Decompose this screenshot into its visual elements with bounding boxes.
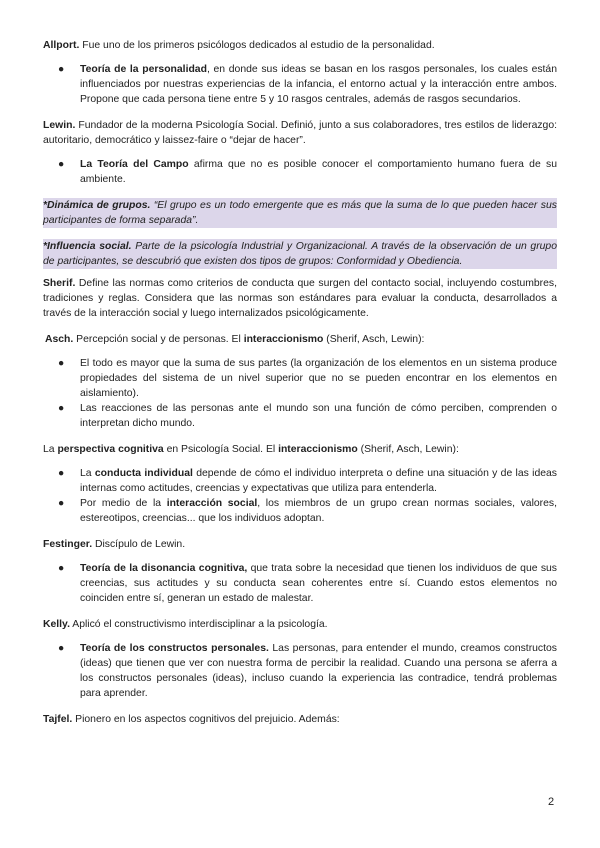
cognitive-text-b: en Psicología Social. El xyxy=(163,444,279,455)
lewin-bullet-bold: La Teoría del Campo xyxy=(80,159,189,170)
asch-text-a: Percepción social y de personas. El xyxy=(73,334,244,345)
kelly-bullet-bold: Teoría de los constructos personales. xyxy=(80,643,269,654)
lewin-name: Lewin. xyxy=(43,120,76,131)
kelly-bullet-text: Las personas, para entender el mundo, creamos constructos (ideas) que tienen que ver con nuestra forma de percibir la realidad. Cuando una persona se aferra a los constructos personales (ideas), incluso cuando la experiencia las contradice, tendrá problemas para aprender. xyxy=(80,643,557,699)
tajfel-text: Pionero en los aspectos cognitivos del prejuicio. Además: xyxy=(72,714,340,725)
bullet-icon: ● xyxy=(58,403,65,414)
cognitive-bullet-1 xyxy=(43,466,557,496)
festinger-paragraph xyxy=(43,537,557,552)
bullet-icon: ● xyxy=(58,64,65,75)
bullet-icon: ● xyxy=(58,159,65,170)
allport-bullet-text: , en donde sus ideas se basan en los rasgos personales, los cuales están influenciados por nuestras experiencias de la infancia, el entorno actual y la interacción entre ambos. Propone que cada persona tiene entre 5 y 10 rasgos centrales, además de rasgos secundarios. xyxy=(80,64,557,105)
asch-name: Asch. xyxy=(45,334,74,345)
tajfel-paragraph xyxy=(43,712,557,727)
asch-bullet-2-text: Las reacciones de las personas ante el mundo son una función de cómo perciben, comprenden o interpretan dicho mundo. xyxy=(80,403,557,429)
group-dynamics-title: *Dinámica de grupos. xyxy=(43,200,151,211)
lewin-text: Fundador de la moderna Psicología Social. Definió, junto a sus colaboradores, tres estilos de liderazgo: autoritario, democrático y laissez-faire o “dejar de hacer”. xyxy=(43,120,557,146)
allport-text: Fue uno de los primeros psicólogos dedicados al estudio de la personalidad. xyxy=(79,40,435,51)
cognitive-b2-bold: interacción social xyxy=(166,498,258,509)
kelly-text: Aplicó el constructivismo interdisciplinar a la psicología. xyxy=(69,619,328,630)
lewin-bullet xyxy=(43,157,557,187)
page-number: 2 xyxy=(548,796,555,808)
kelly-bullet xyxy=(43,641,557,701)
allport-bullet xyxy=(43,62,557,107)
cognitive-b2-a: Por medio de la xyxy=(80,498,167,509)
bullet-icon: ● xyxy=(58,563,65,574)
document-body xyxy=(43,38,557,727)
allport-name: Allport. xyxy=(43,40,80,51)
cognitive-paragraph xyxy=(43,442,557,457)
tajfel-name: Tajfel. xyxy=(43,714,73,725)
cognitive-text-c: (Sherif, Asch, Lewin): xyxy=(357,444,459,455)
bullet-icon: ● xyxy=(58,358,65,369)
festinger-bullet-text: que trata sobre la necesidad que tienen los individuos de que sus creencias, sus actitudes y su conducta sean coherentes entre sí. Cuando estos elementos no coinciden entre sí, generan un estado de malestar. xyxy=(80,563,557,604)
allport-paragraph xyxy=(43,38,557,53)
cognitive-b2-b: , los miembros de un grupo crean normas sociales, valores, estereotipos, creencias... que los individuos adoptan. xyxy=(80,498,557,524)
festinger-name: Festinger. xyxy=(43,539,93,550)
asch-bullet-1 xyxy=(43,356,557,401)
sherif-name: Sherif. xyxy=(43,278,76,289)
cognitive-bold-a: perspectiva cognitiva xyxy=(57,444,164,455)
group-dynamics-highlight xyxy=(43,198,557,228)
festinger-bullet-bold: Teoría de la disonancia cognitiva, xyxy=(80,563,248,574)
sherif-paragraph xyxy=(43,276,557,321)
bullet-icon: ● xyxy=(58,498,65,509)
asch-paragraph xyxy=(43,332,557,347)
social-influence-title: *Influencia social. xyxy=(43,241,132,252)
festinger-bullet xyxy=(43,561,557,606)
social-influence-highlight xyxy=(43,239,557,269)
allport-bullet-bold: Teoría de la personalidad xyxy=(80,64,207,75)
cognitive-bullet-2 xyxy=(43,496,557,526)
asch-bullet-2 xyxy=(43,401,557,431)
asch-text-b: (Sherif, Asch, Lewin): xyxy=(323,334,425,345)
group-dynamics-text: “El grupo es un todo emergente que es más que la suma de lo que pueden hacer sus participantes de forma separada”. xyxy=(43,200,557,226)
bullet-icon: ● xyxy=(58,643,65,654)
festinger-text: Discípulo de Lewin. xyxy=(92,539,186,550)
cognitive-text-a: La xyxy=(43,444,58,455)
cognitive-b1-b: depende de cómo el individuo interpreta o define una situación y de las ideas internas como actitudes, creencias y expectativas que utiliza para entenderla. xyxy=(80,468,557,494)
social-influence-text: Parte de la psicología Industrial y Organizacional. A través de la observación de un grupo de participantes, se descubrió que existen dos tipos de grupos: Conformidad y Obediencia. xyxy=(43,241,557,267)
lewin-paragraph xyxy=(43,118,557,148)
lewin-bullet-text: afirma que no es posible conocer el comportamiento humano fuera de su ambiente. xyxy=(80,159,557,185)
asch-bold: interaccionismo xyxy=(243,334,324,345)
asch-bullet-1-text: El todo es mayor que la suma de sus partes (la organización de los elementos en un sistema produce propiedades del sistema de un nivel superior que no se pueden encontrar en los elementos en aislamiento). xyxy=(80,358,557,399)
cognitive-b1-bold: conducta individual xyxy=(94,468,193,479)
cognitive-b1-a: La xyxy=(80,468,95,479)
kelly-paragraph xyxy=(43,617,557,632)
sherif-text: Define las normas como criterios de conducta que surgen del contacto social, incluyendo costumbres, tradiciones y reglas. Considera que las normas son estándares para evaluar la conducta, desarrollados a través de la interacción social y luego internalizados psicológicamente. xyxy=(43,278,557,319)
kelly-name: Kelly. xyxy=(43,619,70,630)
bullet-icon: ● xyxy=(58,468,65,479)
cognitive-bold-b: interaccionismo xyxy=(278,444,358,455)
